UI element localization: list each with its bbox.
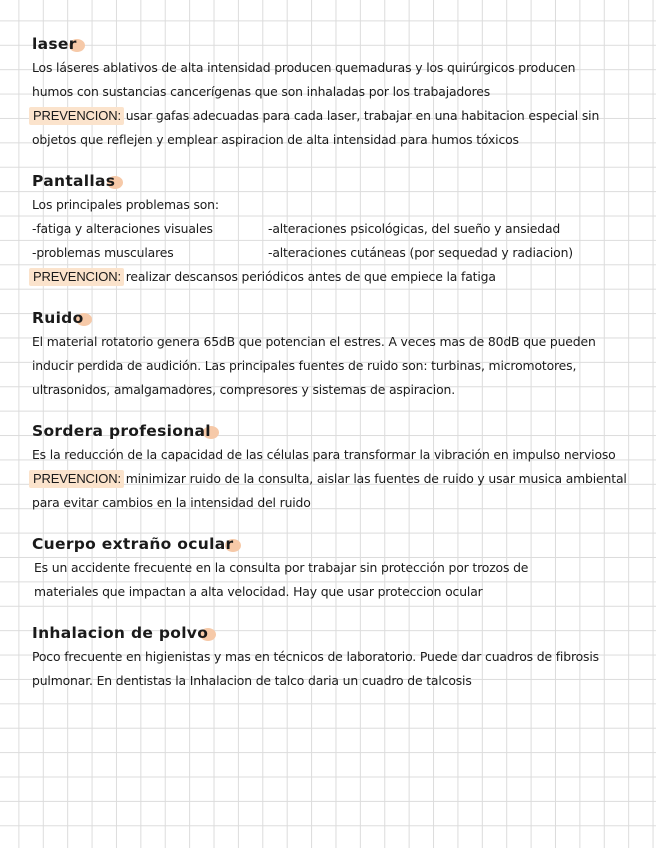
heading-polvo: Inhalacion de polvo (32, 624, 214, 642)
pantallas-row-2 (32, 241, 642, 265)
prevention-label: PREVENCION: (32, 467, 122, 491)
laser-line-1: Los láseres ablativos de alta intensidad producen quemaduras y los quirúrgicos producen (32, 60, 576, 75)
pantallas-row-1 (32, 217, 642, 241)
cuerpo-line-2: materiales que impactan a alta velocidad. Hay que usar proteccion ocular (34, 584, 483, 599)
heading-cuerpo: Cuerpo extraño ocular (32, 535, 239, 553)
laser-line-2: humos con sustancias cancerígenas que son inhaladas por los trabajadores (32, 84, 491, 99)
list-item: -problemas musculares (32, 245, 174, 260)
list-item: -alteraciones cutáneas (por sequedad y radiacion) (268, 245, 573, 260)
section-polvo (32, 623, 642, 693)
polvo-line-1: Poco frecuente en higienistas y mas en técnicos de laboratorio. Puede dar cuadros de fibrosis (32, 649, 599, 664)
list-item: -fatiga y alteraciones visuales (32, 221, 213, 236)
prevention-text: usar gafas adecuadas para cada laser, trabajar en una habitacion especial sin (121, 108, 600, 123)
heading-laser: laser (32, 35, 83, 53)
laser-line-4: objetos que reflejen y emplear aspiracion de alta intensidad para humos tóxicos (32, 132, 519, 147)
pantallas-intro: Los principales problemas son: (32, 197, 219, 212)
section-pantallas (32, 171, 642, 289)
laser-prevention (32, 104, 642, 128)
heading-ruido: Ruido (32, 309, 90, 327)
ruido-line-1: El material rotatorio genera 65dB que potencian el estres. A veces mas de 80dB que pueden (32, 334, 596, 349)
sordera-line-1: Es la reducción de la capacidad de las células para transformar la vibración en impulso nervioso (32, 447, 616, 462)
ruido-line-2: inducir perdida de audición. Las principales fuentes de ruido son: turbinas, micromotores, (32, 358, 577, 373)
heading-pantallas: Pantallas (32, 172, 121, 190)
sordera-line-3: para evitar cambios en la intensidad del ruido (32, 495, 311, 510)
cuerpo-line-1: Es un accidente frecuente en la consulta por trabajar sin protección por trozos de (34, 560, 529, 575)
prevention-text: minimizar ruido de la consulta, aislar las fuentes de ruido y usar musica ambiental (121, 471, 627, 486)
section-laser (32, 34, 642, 152)
sordera-prevention (32, 467, 642, 491)
section-sordera (32, 421, 642, 515)
heading-sordera: Sordera profesional (32, 422, 217, 440)
list-item: -alteraciones psicológicas, del sueño y ansiedad (268, 221, 561, 236)
prevention-label: PREVENCION: (32, 265, 122, 289)
section-cuerpo (32, 534, 642, 604)
polvo-line-2: pulmonar. En dentistas la Inhalacion de talco daria un cuadro de talcosis (32, 673, 472, 688)
notes-page (32, 34, 642, 712)
pantallas-prevention (32, 265, 642, 289)
section-ruido (32, 308, 642, 402)
ruido-line-3: ultrasonidos, amalgamadores, compresores y sistemas de aspiracion. (32, 382, 456, 397)
prevention-text: realizar descansos periódicos antes de que empiece la fatiga (121, 269, 496, 284)
prevention-label: PREVENCION: (32, 104, 122, 128)
